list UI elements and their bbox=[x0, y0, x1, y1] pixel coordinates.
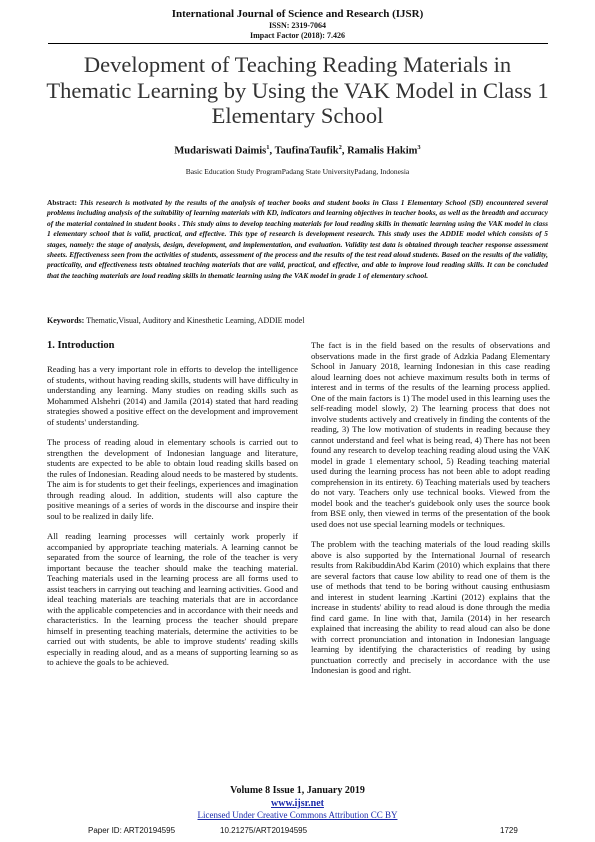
author-separator: , bbox=[341, 145, 348, 157]
journal-link[interactable]: www.ijsr.net bbox=[271, 798, 324, 809]
abstract-label: Abstract: bbox=[47, 198, 77, 207]
abstract-text: This research is motivated by the results of the analysis of teacher books and student books in Class 1 Elementary School (SD) encountered several problems including analysis of the suitability of learning materials with KD, indicators and learning objectives in teacher books, as well as the breadth and accuracy of the material contained in student books . This study aims to develop teaching materials for loud reading skills in thematic learning using the VAK model in class 1 elementary school that is valid, practical, and effective. This type of research is development research. This study uses the ADDIE model which consists of 5 stages, namely: the stage of analysis, design, development, and implementation, and evaluation. Validity test data is obtained through teacher response assessment sheets. Effectiveness seen from the activities of students, assessment of the process and the results of the test read aloud students. Based on the results of the validity, practicality, and effectiveness tests obtained teaching materials that are valid, practical, and effective, and able to improve loud reading skills. It can be concluded that the teaching materials are loud reading skills in thematic learning using the VAK model in grade 1 of elementary school. bbox=[47, 198, 548, 280]
abstract bbox=[47, 198, 548, 281]
impact-factor: Impact Factor (2018): 7.426 bbox=[250, 31, 345, 40]
volume-issue: Volume 8 Issue 1, January 2019 bbox=[230, 785, 365, 796]
body-paragraph: Reading has a very important role in efforts to develop the intelligence of students, without having reading skills, students will have difficulty in understanding any learning. Many studies on reading skills such as Mohammed Alshehri (2014) and Jamila (2014) stated that hard reading strategies showed a positive effect on the development and improvement of students' understanding. bbox=[47, 364, 298, 427]
author-separator: , bbox=[269, 145, 275, 157]
author-affiliation-mark: 1 bbox=[266, 144, 270, 151]
author-affiliation-mark: 3 bbox=[417, 144, 421, 151]
author-name: Mudariswati Daimis bbox=[174, 145, 267, 157]
author-name: Ramalis Hakim bbox=[347, 145, 418, 157]
body-paragraph: The fact is in the field based on the results of observations and observations made in the first grade of Adzkia Padang Elementary School in January 2018, learning Indonesian in this case reading aloud learning does not achieve maximum results both in terms of interest and in terms of the results of the learning process applied. One of the main factors is 1) The model used in this learning uses the self-reading model slowly, 2) The learning process that does not involve students actively and creatively in finding the contents of the reading, 3) The low motivation of students in reading because they cannot understand and feel what is being read, 4) There has not been found any research to develop teaching reading aloud using the VAK model in grade 1 elementary school, 5) Reading teaching material used during the learning process has not been able to adopt reading comprehension in its entirety. 6) Teaching materials used by teachers do not vary. Teachers only use technical books. Viewed from the model book and the teacher's guidebook only uses the source book from BSE only, then viewed in terms of the presentation of the book used does not use special learning models or techniques. bbox=[311, 340, 550, 529]
page-number: 1729 bbox=[500, 826, 518, 835]
affiliation: Basic Education Study ProgramPadang State UniversityPadang, Indonesia bbox=[185, 167, 410, 176]
journal-name: International Journal of Science and Research (IJSR) bbox=[171, 8, 424, 20]
paper-id: Paper ID: ART20194595 bbox=[88, 826, 176, 835]
body-paragraph: The problem with the teaching materials of the loud reading skills above is also supported by the International Journal of research results from RakibuddinAbd Karim (2010) which explains that there are several factors that cause low ability to read one of them is the use of methods that tend to be boring without causing enthusiasm and interest in student learning .Kartini (2012) explains that the increase in students' ability to read aloud is done through the media find card game. In line with that, Jamila (2014) in her research explained that increasing the ability to read aloud can also be done with correct pronunciation and intonation in Indonesian language learning by identifying the characteristics of reading by using punctuation correctly and precisely in accordance with the use Indonesian is good and right. bbox=[311, 539, 550, 675]
body-paragraph: The process of reading aloud in elementary schools is carried out to strengthen the development of Indonesian language and literature, students are expected to be able to obtain loud reading skills based on the rules of Indonesian. Reading aloud needs to be mastered by students. The aim is for students to get their feelings, experiences and imagination through reading aloud. In addition, students will also capture the positive meanings of a series of words in the discourse and inspire their soul to be realized in daily life. bbox=[47, 437, 298, 521]
issn: ISSN: 2319-7064 bbox=[268, 21, 327, 30]
body-paragraph: All reading learning processes will certainly work properly if accompanied by appropriate teaching materials. A learning cannot be separated from the source of learning, the role of the teacher is very important because the teacher should make the teaching material. Teaching materials used in the learning process are all forms used to assist teachers in carrying out teaching and learning activities. Good and ideal teaching materials are teaching materials that are in accordance with the applicable competencies and in accordance with their needs and characteristics. In the learning process the teacher should prepare himself in presenting teaching materials, determine the activities to be carried out with students, be able to improve students' reading skills especially in reading aloud, and as a means of supporting learning so as to achieve the goals to be achieved. bbox=[47, 531, 298, 667]
page-footer bbox=[0, 785, 595, 820]
keywords-label: Keywords: bbox=[47, 316, 85, 325]
author-name: TaufinaTaufik bbox=[274, 145, 339, 157]
paper-title: Development of Teaching Reading Materials in Thematic Learning by Using the VAK Model in Class 1 Elementary School bbox=[46, 52, 549, 128]
right-column bbox=[311, 340, 550, 686]
doi: 10.21275/ART20194595 bbox=[220, 826, 308, 835]
author-list bbox=[0, 144, 595, 157]
keywords-text: Thematic,Visual, Auditory and Kinesthetic Learning, ADDIE model bbox=[86, 316, 305, 325]
left-column bbox=[47, 340, 298, 678]
author-affiliation-mark: 2 bbox=[338, 144, 342, 151]
section-heading: 1. Introduction bbox=[47, 340, 115, 351]
keywords bbox=[47, 316, 548, 325]
header-divider bbox=[48, 43, 548, 44]
license-link[interactable]: Licensed Under Creative Commons Attribution CC BY bbox=[197, 810, 398, 820]
